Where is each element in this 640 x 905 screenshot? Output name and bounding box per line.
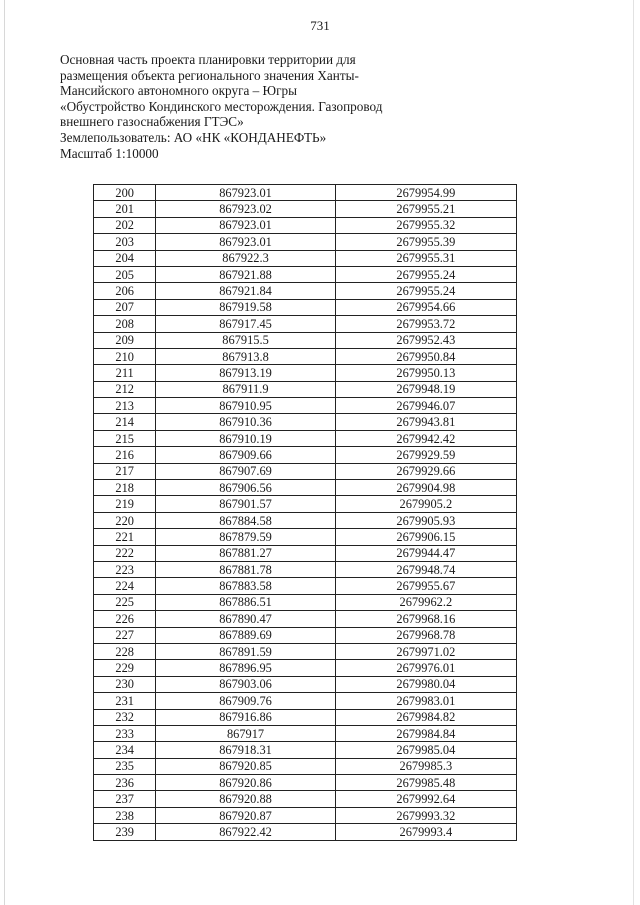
- x-coordinate-cell: 867881.78: [156, 561, 335, 577]
- point-number-cell: 231: [94, 693, 156, 709]
- y-coordinate-cell: 2679955.39: [335, 234, 516, 250]
- scan-edge-left: [4, 0, 5, 905]
- point-number-cell: 203: [94, 234, 156, 250]
- table-row: [94, 791, 517, 807]
- table-row: [94, 398, 517, 414]
- table-row: [94, 775, 517, 791]
- x-coordinate-cell: 867919.58: [156, 299, 335, 315]
- y-coordinate-cell: 2679944.47: [335, 545, 516, 561]
- scan-edge-right: [633, 0, 634, 905]
- y-coordinate-cell: 2679992.64: [335, 791, 516, 807]
- table-row: [94, 529, 517, 545]
- table-row: [94, 234, 517, 250]
- x-coordinate-cell: 867911.9: [156, 381, 335, 397]
- x-coordinate-cell: 867910.36: [156, 414, 335, 430]
- y-coordinate-cell: 2679993.32: [335, 807, 516, 823]
- table-row: [94, 201, 517, 217]
- x-coordinate-cell: 867901.57: [156, 496, 335, 512]
- header-line: Основная часть проекта планировки территории для: [60, 52, 356, 67]
- header-line: «Обустройство Кондинского месторождения. Газопровод: [60, 98, 383, 114]
- header-line: внешнего газоснабжения ГТЭС»: [60, 114, 244, 130]
- table-row: [94, 283, 517, 299]
- table-row: [94, 578, 517, 594]
- x-coordinate-cell: 867913.19: [156, 365, 335, 381]
- x-coordinate-cell: 867920.88: [156, 791, 335, 807]
- table-row: [94, 348, 517, 364]
- table-row: [94, 299, 517, 315]
- point-number-cell: 230: [94, 676, 156, 692]
- point-number-cell: 238: [94, 807, 156, 823]
- point-number-cell: 221: [94, 529, 156, 545]
- y-coordinate-cell: 2679962.2: [335, 594, 516, 610]
- x-coordinate-cell: 867886.51: [156, 594, 335, 610]
- x-coordinate-cell: 867906.56: [156, 480, 335, 496]
- table-row: [94, 447, 517, 463]
- point-number-cell: 210: [94, 348, 156, 364]
- point-number-cell: 213: [94, 398, 156, 414]
- x-coordinate-cell: 867903.06: [156, 676, 335, 692]
- point-number-cell: 224: [94, 578, 156, 594]
- table-row: [94, 316, 517, 332]
- point-number-cell: 219: [94, 496, 156, 512]
- point-number-cell: 212: [94, 381, 156, 397]
- point-number-cell: 202: [94, 217, 156, 233]
- table-row: [94, 660, 517, 676]
- point-number-cell: 200: [94, 185, 156, 201]
- y-coordinate-cell: 2679904.98: [335, 480, 516, 496]
- table-row: [94, 480, 517, 496]
- x-coordinate-cell: 867921.88: [156, 266, 335, 282]
- point-number-cell: 229: [94, 660, 156, 676]
- x-coordinate-cell: 867917.45: [156, 316, 335, 332]
- y-coordinate-cell: 2679955.24: [335, 266, 516, 282]
- x-coordinate-cell: 867918.31: [156, 742, 335, 758]
- point-number-cell: 225: [94, 594, 156, 610]
- table-row: [94, 217, 517, 233]
- y-coordinate-cell: 2679955.21: [335, 201, 516, 217]
- point-number-cell: 214: [94, 414, 156, 430]
- point-number-cell: 204: [94, 250, 156, 266]
- y-coordinate-cell: 2679929.66: [335, 463, 516, 479]
- y-coordinate-cell: 2679971.02: [335, 643, 516, 659]
- coordinates-table-body: [94, 185, 517, 841]
- y-coordinate-cell: 2679985.3: [335, 758, 516, 774]
- point-number-cell: 235: [94, 758, 156, 774]
- y-coordinate-cell: 2679905.93: [335, 512, 516, 528]
- y-coordinate-cell: 2679946.07: [335, 398, 516, 414]
- x-coordinate-cell: 867896.95: [156, 660, 335, 676]
- x-coordinate-cell: 867891.59: [156, 643, 335, 659]
- table-row: [94, 742, 517, 758]
- y-coordinate-cell: 2679950.84: [335, 348, 516, 364]
- point-number-cell: 216: [94, 447, 156, 463]
- point-number-cell: 207: [94, 299, 156, 315]
- table-row: [94, 266, 517, 282]
- table-row: [94, 332, 517, 348]
- x-coordinate-cell: 867923.01: [156, 185, 335, 201]
- x-coordinate-cell: 867910.19: [156, 430, 335, 446]
- land-user-line: Землепользователь: АО «НК «КОНДАНЕФТЬ»: [60, 129, 327, 145]
- y-coordinate-cell: 2679984.82: [335, 709, 516, 725]
- point-number-cell: 209: [94, 332, 156, 348]
- point-number-cell: 227: [94, 627, 156, 643]
- point-number-cell: 208: [94, 316, 156, 332]
- header-line: размещения объекта регионального значения Ханты-: [60, 67, 359, 83]
- y-coordinate-cell: 2679993.4: [335, 824, 516, 840]
- y-coordinate-cell: 2679906.15: [335, 529, 516, 545]
- point-number-cell: 205: [94, 266, 156, 282]
- table-row: [94, 250, 517, 266]
- x-coordinate-cell: 867923.02: [156, 201, 335, 217]
- table-row: [94, 594, 517, 610]
- x-coordinate-cell: 867913.8: [156, 348, 335, 364]
- x-coordinate-cell: 867920.85: [156, 758, 335, 774]
- x-coordinate-cell: 867916.86: [156, 709, 335, 725]
- table-row: [94, 611, 517, 627]
- table-row: [94, 676, 517, 692]
- table-row: [94, 463, 517, 479]
- table-row: [94, 414, 517, 430]
- document-header: [60, 52, 420, 161]
- page-number: 731: [310, 18, 330, 33]
- y-coordinate-cell: 2679942.42: [335, 430, 516, 446]
- y-coordinate-cell: 2679955.24: [335, 283, 516, 299]
- point-number-cell: 228: [94, 643, 156, 659]
- x-coordinate-cell: 867922.42: [156, 824, 335, 840]
- y-coordinate-cell: 2679968.16: [335, 611, 516, 627]
- table-row: [94, 693, 517, 709]
- point-number-cell: 201: [94, 201, 156, 217]
- y-coordinate-cell: 2679954.66: [335, 299, 516, 315]
- y-coordinate-cell: 2679952.43: [335, 332, 516, 348]
- table-row: [94, 365, 517, 381]
- y-coordinate-cell: 2679943.81: [335, 414, 516, 430]
- table-row: [94, 725, 517, 741]
- point-number-cell: 233: [94, 725, 156, 741]
- table-row: [94, 185, 517, 201]
- table-row: [94, 643, 517, 659]
- point-number-cell: 211: [94, 365, 156, 381]
- x-coordinate-cell: 867890.47: [156, 611, 335, 627]
- table-row: [94, 561, 517, 577]
- y-coordinate-cell: 2679985.04: [335, 742, 516, 758]
- point-number-cell: 218: [94, 480, 156, 496]
- point-number-cell: 215: [94, 430, 156, 446]
- x-coordinate-cell: 867923.01: [156, 217, 335, 233]
- y-coordinate-cell: 2679948.74: [335, 561, 516, 577]
- table-row: [94, 381, 517, 397]
- x-coordinate-cell: 867922.3: [156, 250, 335, 266]
- x-coordinate-cell: 867907.69: [156, 463, 335, 479]
- y-coordinate-cell: 2679950.13: [335, 365, 516, 381]
- x-coordinate-cell: 867881.27: [156, 545, 335, 561]
- coordinates-table: [93, 184, 517, 841]
- y-coordinate-cell: 2679929.59: [335, 447, 516, 463]
- point-number-cell: 236: [94, 775, 156, 791]
- y-coordinate-cell: 2679948.19: [335, 381, 516, 397]
- table-row: [94, 709, 517, 725]
- y-coordinate-cell: 2679968.78: [335, 627, 516, 643]
- y-coordinate-cell: 2679955.67: [335, 578, 516, 594]
- header-line: Мансийского автономного округа – Югры: [60, 83, 297, 99]
- x-coordinate-cell: 867883.58: [156, 578, 335, 594]
- table-row: [94, 758, 517, 774]
- x-coordinate-cell: 867917: [156, 725, 335, 741]
- point-number-cell: 217: [94, 463, 156, 479]
- x-coordinate-cell: 867921.84: [156, 283, 335, 299]
- point-number-cell: 223: [94, 561, 156, 577]
- x-coordinate-cell: 867909.76: [156, 693, 335, 709]
- table-row: [94, 824, 517, 840]
- x-coordinate-cell: 867909.66: [156, 447, 335, 463]
- point-number-cell: 222: [94, 545, 156, 561]
- x-coordinate-cell: 867879.59: [156, 529, 335, 545]
- scale-line: Масштаб 1:10000: [60, 145, 159, 161]
- y-coordinate-cell: 2679955.32: [335, 217, 516, 233]
- point-number-cell: 206: [94, 283, 156, 299]
- point-number-cell: 234: [94, 742, 156, 758]
- point-number-cell: 220: [94, 512, 156, 528]
- y-coordinate-cell: 2679985.48: [335, 775, 516, 791]
- table-row: [94, 512, 517, 528]
- y-coordinate-cell: 2679984.84: [335, 725, 516, 741]
- table-row: [94, 496, 517, 512]
- x-coordinate-cell: 867889.69: [156, 627, 335, 643]
- table-row: [94, 627, 517, 643]
- point-number-cell: 232: [94, 709, 156, 725]
- point-number-cell: 237: [94, 791, 156, 807]
- y-coordinate-cell: 2679955.31: [335, 250, 516, 266]
- x-coordinate-cell: 867920.86: [156, 775, 335, 791]
- table-row: [94, 430, 517, 446]
- x-coordinate-cell: 867923.01: [156, 234, 335, 250]
- point-number-cell: 239: [94, 824, 156, 840]
- y-coordinate-cell: 2679905.2: [335, 496, 516, 512]
- x-coordinate-cell: 867920.87: [156, 807, 335, 823]
- y-coordinate-cell: 2679983.01: [335, 693, 516, 709]
- x-coordinate-cell: 867884.58: [156, 512, 335, 528]
- y-coordinate-cell: 2679980.04: [335, 676, 516, 692]
- x-coordinate-cell: 867910.95: [156, 398, 335, 414]
- point-number-cell: 226: [94, 611, 156, 627]
- table-row: [94, 807, 517, 823]
- y-coordinate-cell: 2679954.99: [335, 185, 516, 201]
- y-coordinate-cell: 2679953.72: [335, 316, 516, 332]
- y-coordinate-cell: 2679976.01: [335, 660, 516, 676]
- x-coordinate-cell: 867915.5: [156, 332, 335, 348]
- table-row: [94, 545, 517, 561]
